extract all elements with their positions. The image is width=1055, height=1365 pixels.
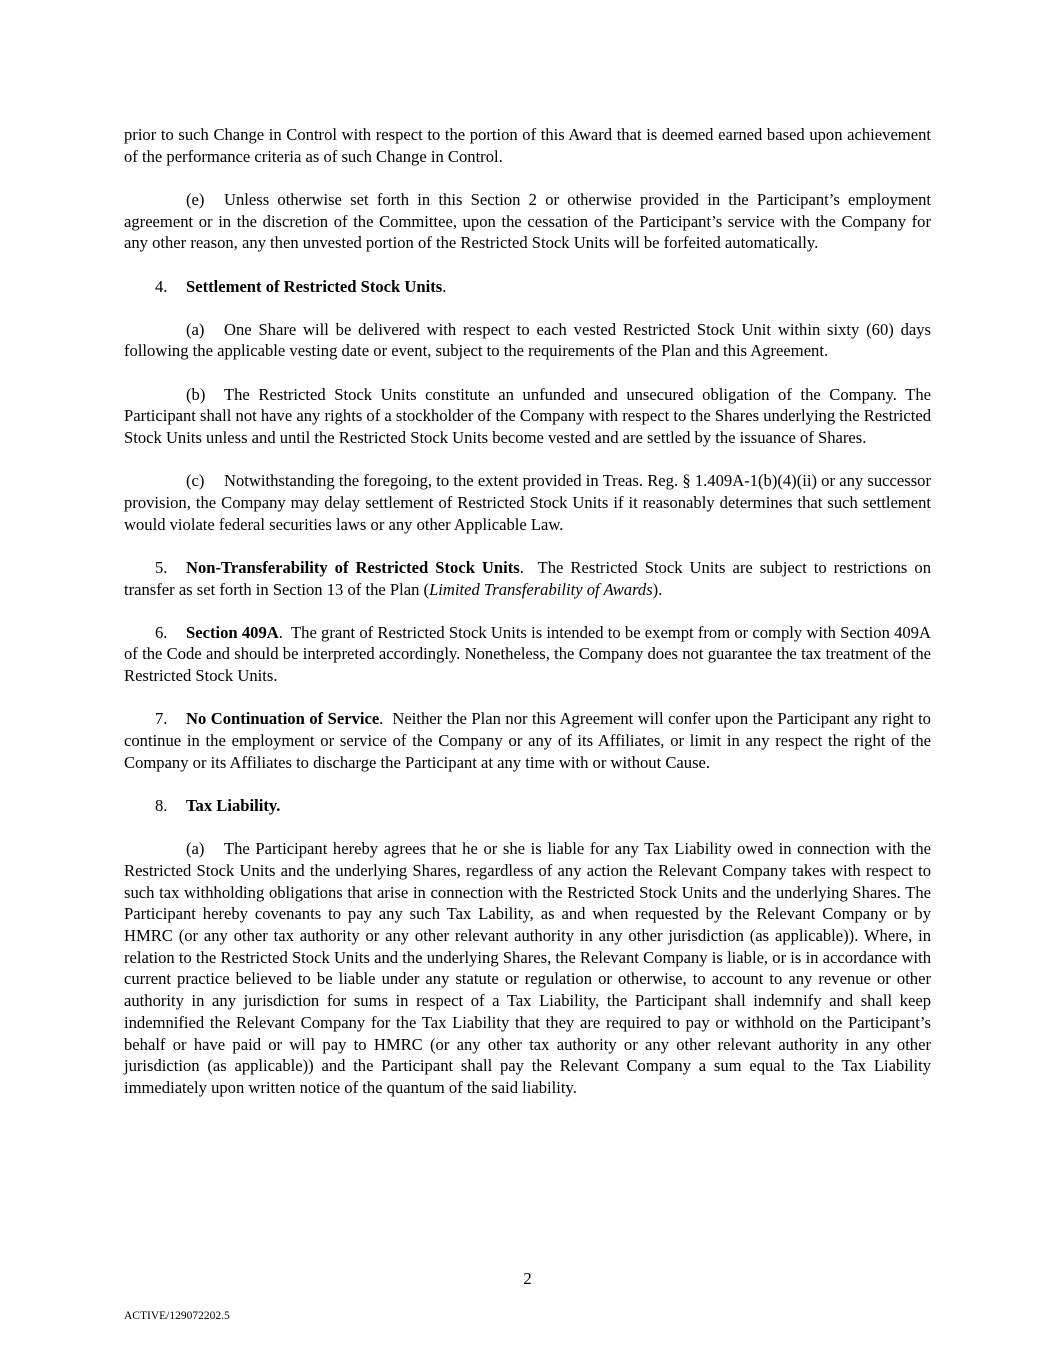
section-tail: ). [652, 579, 663, 599]
document-body [124, 124, 931, 1120]
section-number: 8. [155, 795, 168, 815]
continuation-text: prior to such Change in Control with respect to the portion of this Award that is deemed earned based upon achievement of the performance criteria as of such Change in Control. [124, 125, 931, 166]
section-4b-paragraph [124, 384, 931, 449]
section-title: Settlement of Restricted Stock Units [186, 276, 443, 296]
section-number: 4. [155, 276, 168, 296]
clause-text: Notwithstanding the foregoing, to the extent provided in Treas. Reg. § 1.409A-1(b)(4)(ii) or any successor provision, the Company may delay settlement of Restricted Stock Units if it reasonably determines that such settlement would violate federal securities laws or any other Applicable Law. [124, 471, 931, 534]
clause-text: The Participant hereby agrees that he or she is liable for any Tax Liability owed in connection with the Restricted Stock Units and the underlying Shares, regardless of any action the Relevant Company takes with respect to such tax withholding obligations that arise in connection with the Restricted Stock Units and the underlying Shares. The Participant hereby covenants to pay any such Tax Lability, as and when requested by the Relevant Company or by HMRC (or any other tax authority or any other relevant authority in any other jurisdiction (as applicable)). Where, in relation to the Restricted Stock Units and the underlying Shares, the Relevant Company is liable, or is in accordance with current practice believed to be liable under any statute or regulation or otherwise, to account to any revenue or other authority in any jurisdiction for sums in respect of a Tax Liability, the Participant shall indemnify and shall keep indemnified the Relevant Company for the Tax Liability that they are required to pay or withhold on the Participant’s behalf or have paid or will pay to HMRC (or any other tax authority or any other relevant authority in any other jurisdiction (as applicable)) and the Participant shall pay the Relevant Company a sum equal to the Tax Liability immediately upon written notice of the quantum of the said liability. [124, 839, 931, 1097]
section-4-heading: 4. Settlement of Restricted Stock Units. [155, 276, 447, 296]
clause-label: (a) [186, 319, 205, 339]
section-number: 5. [155, 557, 168, 577]
clause-label: (e) [186, 189, 205, 209]
section-number: 7. [155, 709, 168, 729]
section-4c-paragraph [124, 470, 931, 535]
clause-label: (b) [186, 384, 206, 404]
section-7-paragraph: 7. No Continuation of Service. Neither the Plan nor this Agreement will confer upon the Participant any right to continue in the employment or service of the Company or any of its Affiliates, or limit in any respect the right of the Company or its Affiliates to discharge the Participant at any time with or without Cause. [124, 709, 931, 772]
clause-text: The Restricted Stock Units constitute an unfunded and unsecured obligation of the Company. The Participant shall not have any rights of a stockholder of the Company with respect to the Shares underlying the Restricted Stock Units unless and until the Restricted Stock Units become vested and are settled by the issuance of Shares. [124, 384, 931, 448]
clause-label: (a) [186, 839, 205, 859]
section-4a-paragraph [124, 319, 931, 362]
clause-label: (c) [186, 471, 205, 491]
section-text: Neither the Plan nor this Agreement will confer upon the Participant any right to continue in the employment or service of the Company or any of its Affiliates, or limit in any respect the right of the Company or its Affiliates to discharge the Participant at any time with or without Cause. [124, 709, 931, 772]
section-6-paragraph: 6. Section 409A. The grant of Restricted Stock Units is intended to be exempt from or comply with Section 409A of the Code and should be interpreted accordingly. Nonetheless, the Company does not guarantee the tax treatment of the Restricted Stock Units. [124, 622, 931, 686]
section-title: Tax Liability. [186, 795, 281, 815]
section-text: The grant of Restricted Stock Units is intended to be exempt from or comply with Section 409A of the Code and should be interpreted accordingly. Nonetheless, the Company does not guarantee the tax treatment of the Restricted Stock Units. [124, 622, 931, 686]
section-text: The Restricted Stock Units are subject to restrictions on transfer as set forth in Section 13 of the Plan ( [124, 557, 931, 599]
section-3e-paragraph [124, 189, 931, 254]
section-8a-paragraph [124, 838, 931, 1098]
section-5-paragraph: 5. Non-Transferability of Restricted Stock Units. The Restricted Stock Units are subject to restrictions on transfer as set forth in Section 13 of the Plan (Limited Transferability of Awards). [124, 557, 931, 599]
section-italic: Limited Transferability of Awards [429, 579, 653, 599]
section-title: No Continuation of Service [186, 709, 380, 729]
clause-text: Unless otherwise set forth in this Section 2 or otherwise provided in the Participant’s employment agreement or in the discretion of the Committee, upon the cessation of the Participant’s service with the Company for any other reason, any then unvested portion of the Restricted Stock Units will be forfeited automatically. [124, 189, 931, 253]
page-number: 2 [523, 1269, 532, 1288]
clause-text: One Share will be delivered with respect to each vested Restricted Stock Unit within sixty (60) days following the applicable vesting date or event, subject to the requirements of the Plan and this Agreement. [124, 319, 931, 361]
continuation-paragraph [124, 124, 931, 167]
section-title: Section 409A [186, 622, 279, 642]
section-title: Non-Transferability of Restricted Stock Units [186, 557, 520, 577]
section-8-heading [124, 795, 931, 817]
section-number: 6. [155, 622, 168, 642]
document-id-footer: ACTIVE/129072202.5 [124, 1310, 230, 1322]
